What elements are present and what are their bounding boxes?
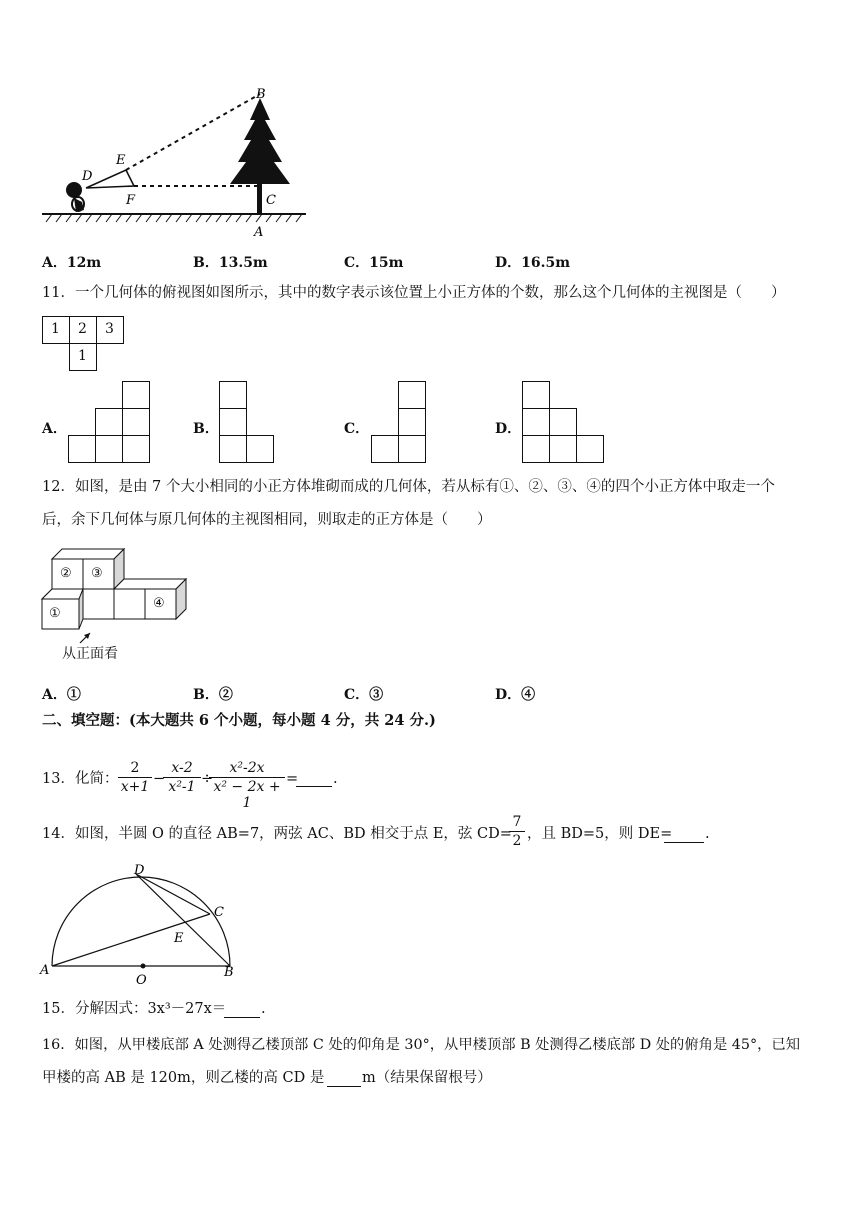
q10-figure [38,80,338,240]
q12-option-d[interactable]: D．④ [495,687,536,703]
q10-option-c[interactable]: C．15m [344,255,404,271]
q16-line2-start: 甲楼的高 AB 是 120m，则乙楼的高 CD 是 [42,1070,325,1086]
q11-option-d-label[interactable]: D． [495,421,522,437]
q13-f2-num: x-2 [171,760,193,776]
q12-option-a[interactable]: A．① [42,687,81,703]
q14-prefix: 14．如图，半圆 O 的直径 AB=7，两弦 AC、BD 相交于点 E，弦 CD= [42,826,512,842]
q16-answer-blank[interactable] [327,1086,361,1087]
q10-option-a[interactable]: A．12m [42,255,102,271]
label-C: C [214,905,224,920]
q10-option-d[interactable]: D．16.5m [495,255,571,271]
q11-option-d-figure [522,381,604,463]
q14-period: . [705,826,710,842]
q15-answer-blank[interactable] [224,1017,260,1018]
q13-fraction-1 [118,760,152,795]
q11-option-b-figure [219,381,275,463]
q14-frac-num: 7 [512,814,522,830]
q14-semicircle-figure [38,860,238,990]
q12-cube-figure [38,545,198,640]
label-A: A [254,225,264,240]
label-A: A [40,963,50,978]
label-C: C [266,193,276,208]
q13-divide: ÷ [201,771,214,787]
q11-option-c-label[interactable]: C． [344,421,370,437]
grid-cell: 1 [51,321,60,337]
q12-stem-line2: 后，余下几何体与原几何体的主视图相同，则取走的正方体是（ ） [42,512,492,528]
q13-minus: − [153,771,166,787]
q13-f3-num: x²-2x [229,760,265,776]
q14-fraction [509,814,525,849]
cube-label-1: ① [49,606,61,621]
q13-f2-den: x²-1 [168,779,196,795]
label-F: F [126,193,136,208]
q16-line1: 16．如图，从甲楼底部 A 处测得乙楼顶部 C 处的仰角是 30°，从甲楼顶部 B 处测得乙楼底部 D 处的俯角是 45°，已知 [42,1037,801,1053]
cube-label-2: ② [60,566,72,581]
cube-label-3: ③ [91,566,103,581]
label-E: E [116,153,126,168]
grid-cell: 3 [105,321,114,337]
q11-option-b-label[interactable]: B． [193,421,219,437]
q10-option-b[interactable]: B．13.5m [193,255,268,271]
q14-answer-blank[interactable] [664,842,704,843]
q13-answer-blank[interactable] [296,786,332,787]
label-B: B [256,87,266,102]
q13-f3-den: x² − 2x + 1 [213,779,281,811]
q14-suffix: ，且 BD=5，则 DE= [527,826,673,842]
q13-equals: = [286,771,299,787]
q13-fraction-3 [209,760,285,811]
label-D: D [82,169,93,184]
q12-option-b[interactable]: B．② [193,687,233,703]
q11-top-view-grid [42,316,124,371]
q11-option-c-figure [371,381,427,463]
grid-cell: 2 [78,321,87,337]
q12-option-c[interactable]: C．③ [344,687,384,703]
q12-stem-line1: 12．如图，是由 7 个大小相同的小正方体堆砌而成的几何体，若从标有①、②、③、④的四个小正方体中取走一个 [42,479,775,495]
q14-frac-den: 2 [512,833,522,849]
grid-cell: 1 [78,348,87,364]
section-2-heading: 二、填空题：(本大题共 6 个小题，每小题 4 分，共 24 分.) [42,712,436,729]
q15-period: . [261,1001,266,1017]
q13-f1-den: x+1 [120,779,150,795]
q16-line2-end: m（结果保留根号） [362,1070,492,1086]
label-B: B [224,965,234,980]
q11-stem: 11．一个几何体的俯视图如图所示，其中的数字表示该位置上小正方体的个数，那么这个几何体的主视图是（ ） [42,285,786,301]
q11-option-a-label[interactable]: A． [42,421,67,437]
label-D: D [134,863,145,878]
view-caption: 从正面看 [62,646,118,662]
label-E: E [174,931,184,946]
q15-prefix: 15．分解因式：3x³－27x＝ [42,1001,227,1017]
q13-prefix: 13．化简： [42,771,119,787]
q13-period: . [333,771,338,787]
q13-fraction-2 [163,760,201,795]
q11-option-a-figure [68,381,150,463]
cube-label-4: ④ [153,596,165,611]
label-O: O [136,973,147,988]
q13-f1-num: 2 [130,760,140,776]
